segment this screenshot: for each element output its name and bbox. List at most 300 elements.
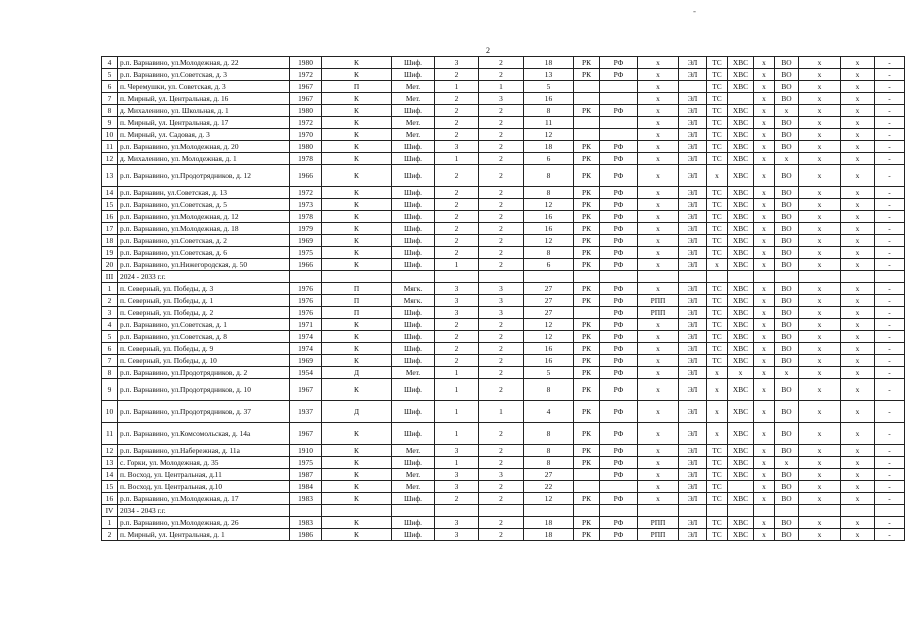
table-cell: 8 — [524, 165, 574, 187]
table-cell: х — [638, 81, 679, 93]
table-cell: 1970 — [290, 129, 322, 141]
table-cell: 1966 — [290, 259, 322, 271]
table-cell: ВО — [775, 259, 799, 271]
table-row — [102, 469, 905, 481]
table-cell: ЭЛ — [679, 105, 707, 117]
table-cell: Д — [322, 367, 392, 379]
table-cell: - — [875, 355, 905, 367]
table-cell: х — [841, 187, 875, 199]
table-row — [102, 199, 905, 211]
table-cell: ЭЛ — [679, 283, 707, 295]
table-row — [102, 165, 905, 187]
table-cell: 1976 — [290, 295, 322, 307]
table-cell: х — [638, 331, 679, 343]
table-cell: РК — [574, 247, 600, 259]
table-cell: ТС — [707, 331, 728, 343]
table-cell: Мет. — [392, 129, 435, 141]
table-cell — [574, 271, 600, 283]
table-cell: Мет. — [392, 481, 435, 493]
table-cell: 1969 — [290, 355, 322, 367]
table-cell — [435, 271, 479, 283]
table-row — [102, 153, 905, 165]
row-number-cell: 6 — [102, 81, 118, 93]
table-cell — [754, 505, 775, 517]
table-cell: х — [841, 529, 875, 541]
table-cell: Д — [322, 401, 392, 423]
table-cell: ЭЛ — [679, 331, 707, 343]
table-cell: ХВС — [728, 141, 754, 153]
table-cell: - — [875, 343, 905, 355]
table-cell — [435, 505, 479, 517]
table-cell: РК — [574, 223, 600, 235]
table-row — [102, 423, 905, 445]
table-cell: х — [775, 153, 799, 165]
table-cell — [600, 117, 638, 129]
table-cell — [875, 505, 905, 517]
table-cell: РФ — [600, 307, 638, 319]
table-cell: х — [638, 401, 679, 423]
table-cell: ЭЛ — [679, 493, 707, 505]
table-cell: РФ — [600, 445, 638, 457]
table-cell: х — [799, 57, 841, 69]
table-cell: ХВС — [728, 57, 754, 69]
table-cell: х — [754, 141, 775, 153]
table-cell: РФ — [600, 379, 638, 401]
table-cell: х — [754, 283, 775, 295]
housing-repair-table — [101, 56, 905, 541]
table-cell: К — [322, 129, 392, 141]
table-cell: 3 — [435, 295, 479, 307]
row-number-cell: 8 — [102, 367, 118, 379]
table-cell: х — [754, 105, 775, 117]
table-cell — [290, 271, 322, 283]
table-cell: х — [799, 69, 841, 81]
table-row — [102, 247, 905, 259]
table-cell: 1967 — [290, 93, 322, 105]
table-cell: ТС — [707, 517, 728, 529]
table-cell: ТС — [707, 187, 728, 199]
table-cell: х — [841, 367, 875, 379]
table-cell: К — [322, 235, 392, 247]
table-cell: 1 — [479, 81, 524, 93]
row-number-cell: 19 — [102, 247, 118, 259]
table-cell: 2 — [479, 57, 524, 69]
table-cell: 1984 — [290, 481, 322, 493]
table-cell: 16 — [524, 343, 574, 355]
table-cell: К — [322, 199, 392, 211]
table-cell: РФ — [600, 223, 638, 235]
table-cell: ХВС — [728, 211, 754, 223]
table-cell: х — [638, 211, 679, 223]
table-cell: 8 — [524, 423, 574, 445]
table-cell: х — [754, 481, 775, 493]
table-cell: х — [841, 493, 875, 505]
table-cell: ХВС — [728, 343, 754, 355]
table-cell — [392, 271, 435, 283]
table-cell: 2 — [479, 223, 524, 235]
address-cell: р.п. Варнавино, ул.Продотрядников, д. 37 — [118, 401, 290, 423]
address-cell: р.п. Варнавино, ул.Набережная, д. 11а — [118, 445, 290, 457]
table-row — [102, 81, 905, 93]
table-cell: - — [875, 295, 905, 307]
table-cell: К — [322, 517, 392, 529]
table-cell: РК — [574, 295, 600, 307]
row-number-cell: 4 — [102, 57, 118, 69]
table-cell: х — [638, 223, 679, 235]
table-cell: ВО — [775, 69, 799, 81]
table-cell: х — [799, 235, 841, 247]
table-cell: х — [841, 259, 875, 271]
address-cell: р.п. Варнавино, ул.Продотрядников, д. 12 — [118, 165, 290, 187]
table-cell: х — [799, 493, 841, 505]
row-number-cell: 7 — [102, 355, 118, 367]
table-cell: 1 — [435, 367, 479, 379]
table-cell: РФ — [600, 153, 638, 165]
table-cell: х — [638, 153, 679, 165]
address-cell: п. Северный, ул. Победы, д. 1 — [118, 295, 290, 307]
table-cell: РК — [574, 153, 600, 165]
table-cell: 3 — [435, 481, 479, 493]
table-cell: - — [875, 259, 905, 271]
table-cell: ЭЛ — [679, 295, 707, 307]
table-cell: К — [322, 93, 392, 105]
table-cell: х — [707, 379, 728, 401]
table-cell: 5 — [524, 81, 574, 93]
table-cell: - — [875, 331, 905, 343]
table-cell: х — [799, 319, 841, 331]
table-cell: х — [799, 105, 841, 117]
table-cell: РПП — [638, 529, 679, 541]
table-cell: ЭЛ — [679, 165, 707, 187]
address-cell: р.п. Варнавино, ул.Советская, д. 2 — [118, 235, 290, 247]
address-cell: п. Северный, ул. Победы, д. 2 — [118, 307, 290, 319]
row-number-cell: 9 — [102, 117, 118, 129]
table-cell: К — [322, 423, 392, 445]
table-cell: Шиф. — [392, 141, 435, 153]
address-cell: р.п. Варнавино, ул.Молодежная, д. 17 — [118, 493, 290, 505]
table-cell: 2 — [435, 105, 479, 117]
table-cell: х — [841, 117, 875, 129]
table-cell — [799, 505, 841, 517]
table-cell: х — [638, 57, 679, 69]
table-cell: ТС — [707, 469, 728, 481]
table-cell: РФ — [600, 165, 638, 187]
table-row — [102, 517, 905, 529]
table-cell: х — [754, 457, 775, 469]
table-cell: х — [799, 529, 841, 541]
table-cell: х — [799, 223, 841, 235]
table-cell: ТС — [707, 343, 728, 355]
table-cell: К — [322, 165, 392, 187]
row-number-cell: 3 — [102, 307, 118, 319]
table-cell: х — [754, 343, 775, 355]
table-cell: х — [799, 81, 841, 93]
row-number-cell: 12 — [102, 445, 118, 457]
table-cell: х — [799, 247, 841, 259]
table-cell: 3 — [435, 469, 479, 481]
address-cell: р.п. Варнавино, ул.Комсомольская, д. 14а — [118, 423, 290, 445]
table-cell: ВО — [775, 283, 799, 295]
table-cell: х — [754, 199, 775, 211]
table-cell: х — [638, 235, 679, 247]
table-row — [102, 117, 905, 129]
table-cell: 8 — [524, 105, 574, 117]
table-cell: х — [754, 235, 775, 247]
table-cell: ХВС — [728, 457, 754, 469]
table-cell: ВО — [775, 469, 799, 481]
address-cell: р.п. Варнавино, ул.Советская, д. 3 — [118, 69, 290, 81]
row-number-cell: 10 — [102, 129, 118, 141]
table-cell: - — [875, 211, 905, 223]
table-cell: 18 — [524, 529, 574, 541]
table-cell: 1987 — [290, 469, 322, 481]
table-cell: - — [875, 141, 905, 153]
table-cell: ВО — [775, 529, 799, 541]
table-cell: РФ — [600, 367, 638, 379]
table-cell: ХВС — [728, 319, 754, 331]
row-number-cell: 20 — [102, 259, 118, 271]
table-cell: Шиф. — [392, 423, 435, 445]
table-cell: 1986 — [290, 529, 322, 541]
table-cell: 1974 — [290, 343, 322, 355]
table-cell: РФ — [600, 57, 638, 69]
table-cell: 1 — [435, 401, 479, 423]
table-cell: - — [875, 165, 905, 187]
table-cell: х — [638, 247, 679, 259]
table-cell: РФ — [600, 529, 638, 541]
table-cell: ТС — [707, 141, 728, 153]
table-row — [102, 493, 905, 505]
table-cell: ЭЛ — [679, 141, 707, 153]
table-cell: х — [799, 295, 841, 307]
table-cell: 2 — [435, 319, 479, 331]
table-cell: ХВС — [728, 307, 754, 319]
table-cell: ХВС — [728, 247, 754, 259]
table-cell: ВО — [775, 517, 799, 529]
table-cell: ТС — [707, 355, 728, 367]
table-cell: РФ — [600, 259, 638, 271]
table-cell: 2 — [479, 355, 524, 367]
table-cell: ВО — [775, 57, 799, 69]
table-cell — [600, 271, 638, 283]
table-cell: ТС — [707, 81, 728, 93]
table-cell: Шиф. — [392, 187, 435, 199]
table-cell: РК — [574, 259, 600, 271]
table-cell: х — [638, 187, 679, 199]
table-cell: К — [322, 457, 392, 469]
table-cell: 2 — [479, 211, 524, 223]
table-cell: 1972 — [290, 187, 322, 199]
table-cell: - — [875, 283, 905, 295]
table-cell: РК — [574, 57, 600, 69]
table-cell: РК — [574, 445, 600, 457]
table-cell: ХВС — [728, 105, 754, 117]
table-cell — [574, 81, 600, 93]
address-cell: п. Мирный, ул. Центральная, д. 1 — [118, 529, 290, 541]
table-cell — [392, 505, 435, 517]
table-cell: х — [754, 57, 775, 69]
table-cell: х — [754, 423, 775, 445]
table-cell: ЭЛ — [679, 57, 707, 69]
table-cell: 12 — [524, 319, 574, 331]
table-cell: К — [322, 445, 392, 457]
table-cell: 1980 — [290, 57, 322, 69]
table-cell: ВО — [775, 117, 799, 129]
table-cell: ХВС — [728, 199, 754, 211]
table-row — [102, 283, 905, 295]
table-cell: ТС — [707, 247, 728, 259]
table-cell: Мягк. — [392, 283, 435, 295]
address-cell: р.п. Варнавино, ул.Советская, д. 5 — [118, 199, 290, 211]
table-row — [102, 129, 905, 141]
table-cell: ХВС — [728, 283, 754, 295]
table-cell: Мягк. — [392, 295, 435, 307]
table-cell: П — [322, 307, 392, 319]
table-cell: ВО — [775, 165, 799, 187]
table-cell: х — [754, 259, 775, 271]
table-cell: ВО — [775, 211, 799, 223]
table-cell: ТС — [707, 223, 728, 235]
table-cell: ВО — [775, 187, 799, 199]
table-cell: 2 — [479, 141, 524, 153]
table-cell: ВО — [775, 319, 799, 331]
table-cell: - — [875, 129, 905, 141]
table-cell: 2 — [479, 517, 524, 529]
table-cell: 1983 — [290, 493, 322, 505]
table-cell: х — [799, 141, 841, 153]
table-cell: РФ — [600, 331, 638, 343]
table-cell: РК — [574, 343, 600, 355]
table-cell: - — [875, 93, 905, 105]
table-cell: - — [875, 69, 905, 81]
table-cell: 1910 — [290, 445, 322, 457]
table-cell: х — [841, 445, 875, 457]
section-row — [102, 505, 905, 517]
table-cell: 2 — [435, 117, 479, 129]
table-cell: К — [322, 343, 392, 355]
table-cell: - — [875, 517, 905, 529]
table-cell: 27 — [524, 469, 574, 481]
table-cell: Шиф. — [392, 517, 435, 529]
table-cell: 2 — [479, 379, 524, 401]
table-cell: - — [875, 199, 905, 211]
address-cell: р.п. Варнавино, ул.Молодежная, д. 20 — [118, 141, 290, 153]
table-cell — [524, 505, 574, 517]
table-cell: РК — [574, 457, 600, 469]
table-cell: х — [799, 117, 841, 129]
table-cell: РК — [574, 423, 600, 445]
table-cell: х — [638, 129, 679, 141]
table-cell: х — [799, 165, 841, 187]
address-cell: р.п. Варнавин, ул.Советская, д. 13 — [118, 187, 290, 199]
address-cell: п. Черемушки, ул. Советская, д. 3 — [118, 81, 290, 93]
table-cell: - — [875, 235, 905, 247]
table-cell: - — [875, 117, 905, 129]
table-cell: - — [875, 529, 905, 541]
table-cell: РФ — [600, 343, 638, 355]
table-cell: ЭЛ — [679, 367, 707, 379]
row-number-cell: 8 — [102, 105, 118, 117]
table-cell: ВО — [775, 199, 799, 211]
table-cell: 1978 — [290, 211, 322, 223]
table-cell: ТС — [707, 319, 728, 331]
table-row — [102, 457, 905, 469]
table-row — [102, 367, 905, 379]
table-cell: 2 — [479, 235, 524, 247]
table-cell — [728, 481, 754, 493]
table-cell: К — [322, 259, 392, 271]
table-cell: РК — [574, 319, 600, 331]
table-cell: РК — [574, 355, 600, 367]
table-cell: 1937 — [290, 401, 322, 423]
table-cell: РФ — [600, 457, 638, 469]
table-cell: Мет. — [392, 445, 435, 457]
address-cell: п. Восход, ул. Центральная, д.10 — [118, 481, 290, 493]
table-cell — [574, 481, 600, 493]
table-cell: ЭЛ — [679, 401, 707, 423]
address-cell: п. Мирный, ул. Садовая, д. 3 — [118, 129, 290, 141]
table-cell: - — [875, 493, 905, 505]
table-cell: х — [799, 355, 841, 367]
table-cell: х — [754, 469, 775, 481]
table-cell: Шиф. — [392, 199, 435, 211]
table-cell: х — [754, 247, 775, 259]
table-cell: ВО — [775, 355, 799, 367]
table-cell — [707, 271, 728, 283]
table-cell: х — [841, 81, 875, 93]
table-cell: х — [754, 129, 775, 141]
table-cell: 1966 — [290, 165, 322, 187]
table-cell: х — [754, 153, 775, 165]
address-cell: р.п. Варнавино, ул.Советская, д. 6 — [118, 247, 290, 259]
table-cell: - — [875, 481, 905, 493]
table-cell: 3 — [479, 469, 524, 481]
table-cell: Мет. — [392, 81, 435, 93]
table-cell: х — [638, 481, 679, 493]
table-cell: - — [875, 457, 905, 469]
row-number-cell: 11 — [102, 141, 118, 153]
table-cell — [574, 307, 600, 319]
table-cell: Мет. — [392, 93, 435, 105]
table-cell: ВО — [775, 247, 799, 259]
address-cell: д. Михаленино, ул. Школьная, д. 1 — [118, 105, 290, 117]
table-cell: Шиф. — [392, 105, 435, 117]
table-cell: х — [638, 259, 679, 271]
table-cell: 2 — [435, 223, 479, 235]
table-cell: Шиф. — [392, 223, 435, 235]
table-cell — [600, 93, 638, 105]
table-cell: х — [707, 259, 728, 271]
table-cell: Шиф. — [392, 331, 435, 343]
table-cell — [322, 505, 392, 517]
table-cell: ЭЛ — [679, 481, 707, 493]
table-cell — [574, 117, 600, 129]
table-cell: ТС — [707, 211, 728, 223]
table-cell: Мет. — [392, 117, 435, 129]
table-cell: х — [799, 457, 841, 469]
table-cell: К — [322, 379, 392, 401]
table-row — [102, 235, 905, 247]
table-cell: 18 — [524, 141, 574, 153]
section-number: III — [102, 271, 118, 283]
table-cell: РФ — [600, 355, 638, 367]
table-cell: РФ — [600, 141, 638, 153]
table-cell: 1983 — [290, 517, 322, 529]
row-number-cell: 13 — [102, 457, 118, 469]
table-cell: 8 — [524, 457, 574, 469]
table-cell: 2 — [479, 259, 524, 271]
table-cell: 1973 — [290, 199, 322, 211]
